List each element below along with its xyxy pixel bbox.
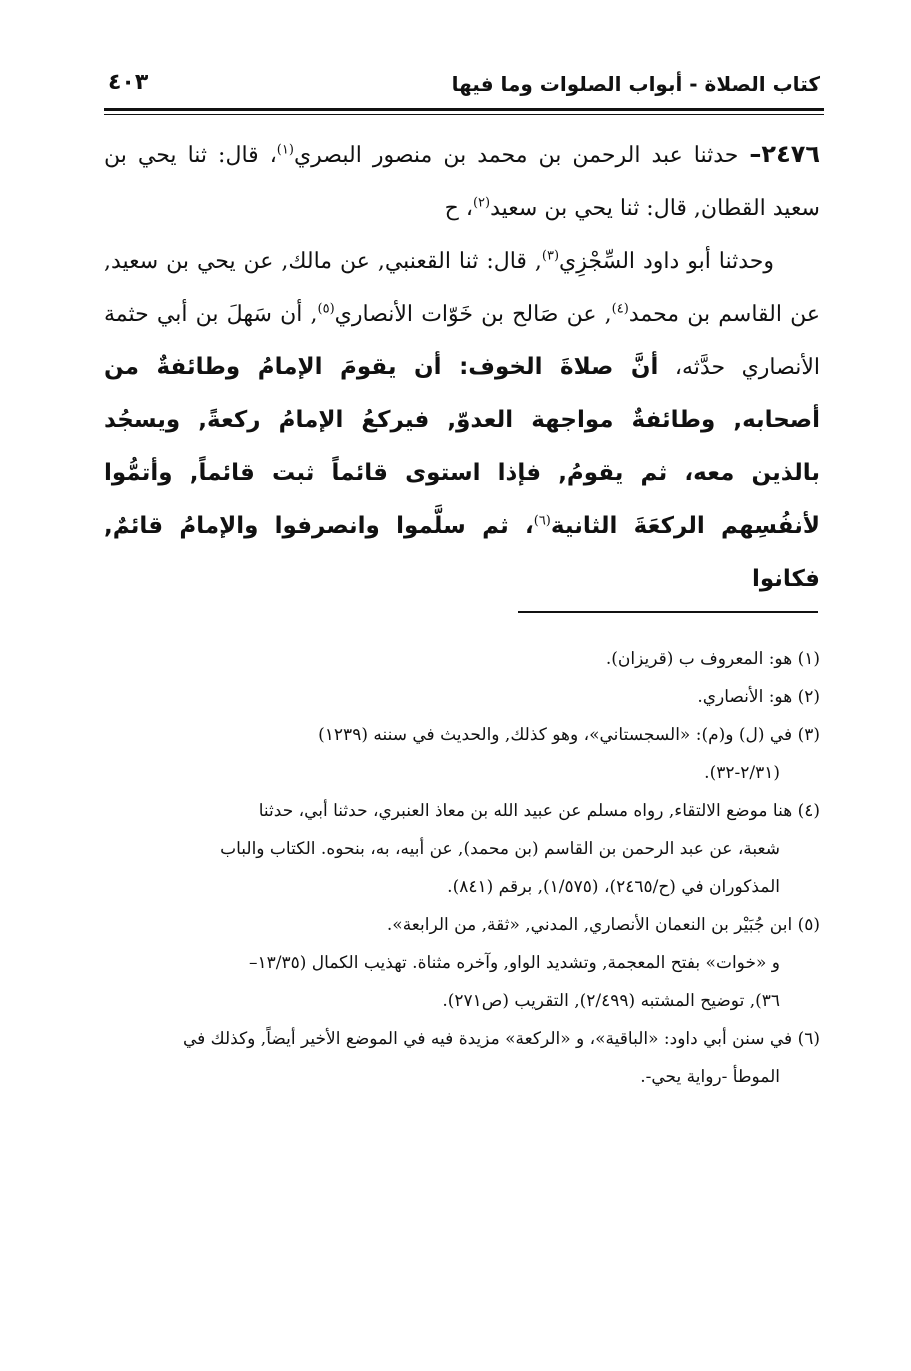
hadith-matn-bold: أنَّ صلاةَ الخوف: أن يقومَ الإمامُ وطائفةٌ من أصحابه, وطائفةٌ مواجهة العدوّ, فيركعُ الإمامُ ركعةً, ويسجُد بالذين معه، ثم يقومُ, فإذا استوى قائماً ثبت قائماً, وأتمُّوا لأنفُسِهم الركعَةَ الثانية	[104, 354, 820, 539]
footnote-5-cont: ٣٦), توضيح المشتبه (٢/٤٩٩), التقريب (ص٢٧١).	[442, 991, 780, 1011]
footnote-5: (٥) ابن جُبَيْر بن النعمان الأنصاري, المدني, «ثقة, من الرابعة».	[386, 915, 820, 935]
footnote-4: (٤) هنا موضع الالتقاء, رواه مسلم عن عبيد الله بن معاذ العنبري، حدثنا أبي، حدثنا	[258, 801, 820, 821]
footnote-4-cont: المذكوران في (ح/٢٤٦٥)، (١/٥٧٥), برقم (٨٤١).	[447, 877, 780, 897]
footnote-ref: (٥)	[317, 301, 335, 317]
footnote-3-cont: (٢/٣١-٣٢).	[704, 763, 780, 783]
footnote-separator	[518, 611, 818, 613]
text-span: , عن صَالح بن خَوّات الأنصاري	[334, 302, 612, 327]
footnote-2: (٢) هو: الأنصاري.	[697, 687, 820, 707]
footnotes	[104, 640, 820, 1096]
text-span: ، قال: ثنا يحي بن سعيد القطان, قال: ثنا يحي بن سعيد	[104, 143, 820, 221]
footnote-6: (٦) في سنن أبي داود: «الباقية»، و «الركعة» مزيدة فيه في الموضع الأخير أيضاً, وكذلك في	[182, 1029, 820, 1049]
footnote-ref: (١)	[276, 142, 294, 158]
text-span: حدثنا عبد الرحمن بن محمد بن منصور البصري	[293, 143, 750, 168]
header-title: كتاب الصلاة - أبواب الصلوات وما فيها	[451, 72, 820, 96]
hadith-matn-bold: ، ثم سلَّموا وانصرفوا والإمامُ قائمٌ, فكانوا	[104, 513, 820, 592]
footnote-ref: (٢)	[472, 195, 491, 211]
footnote-ref: (٤)	[611, 301, 629, 317]
text-span: , قال: ثنا القعنبي, عن مالك, عن يحي بن سعيد, عن القاسم بن محمد	[104, 249, 821, 327]
text-span: ، ح	[444, 196, 473, 221]
footnote-5-cont: و «خوات» بفتح المعجمة, وتشديد الواو, وآخره مثناة. تهذيب الكمال (١٣/٣٥–	[248, 953, 780, 973]
footnote-ref: (٦)	[533, 513, 551, 529]
text-span: , أن سَهلَ بن أبي حثمة الأنصاري حدَّثه،	[104, 302, 820, 380]
page-number: ٤٠٣	[108, 70, 149, 95]
header-rule-thin	[104, 114, 824, 115]
text-span: وحدثنا أبو داود السِّجْزِي	[559, 249, 774, 274]
footnote-4-cont: شعبة، عن عبد الرحمن بن القاسم (بن محمد), عن أبيه، به، بنحوه. الكتاب والباب	[220, 839, 780, 859]
paragraph-1	[104, 128, 820, 235]
main-text	[104, 128, 820, 606]
footnote-1: (١) هو: المعروف ب (قريزان).	[605, 649, 820, 669]
footnote-ref: (٣)	[541, 248, 560, 264]
hadith-number: ٢٤٧٦–	[749, 140, 821, 168]
footnote-3: (٣) في (ل) و(م): «السجستاني»، وهو كذلك, والحديث في سننه (١٢٣٩)	[318, 725, 820, 745]
header-rule	[104, 108, 824, 111]
paragraph-2	[104, 235, 820, 606]
footnote-6-cont: الموطأ -رواية يحي-.	[640, 1067, 780, 1087]
running-header	[104, 66, 824, 106]
